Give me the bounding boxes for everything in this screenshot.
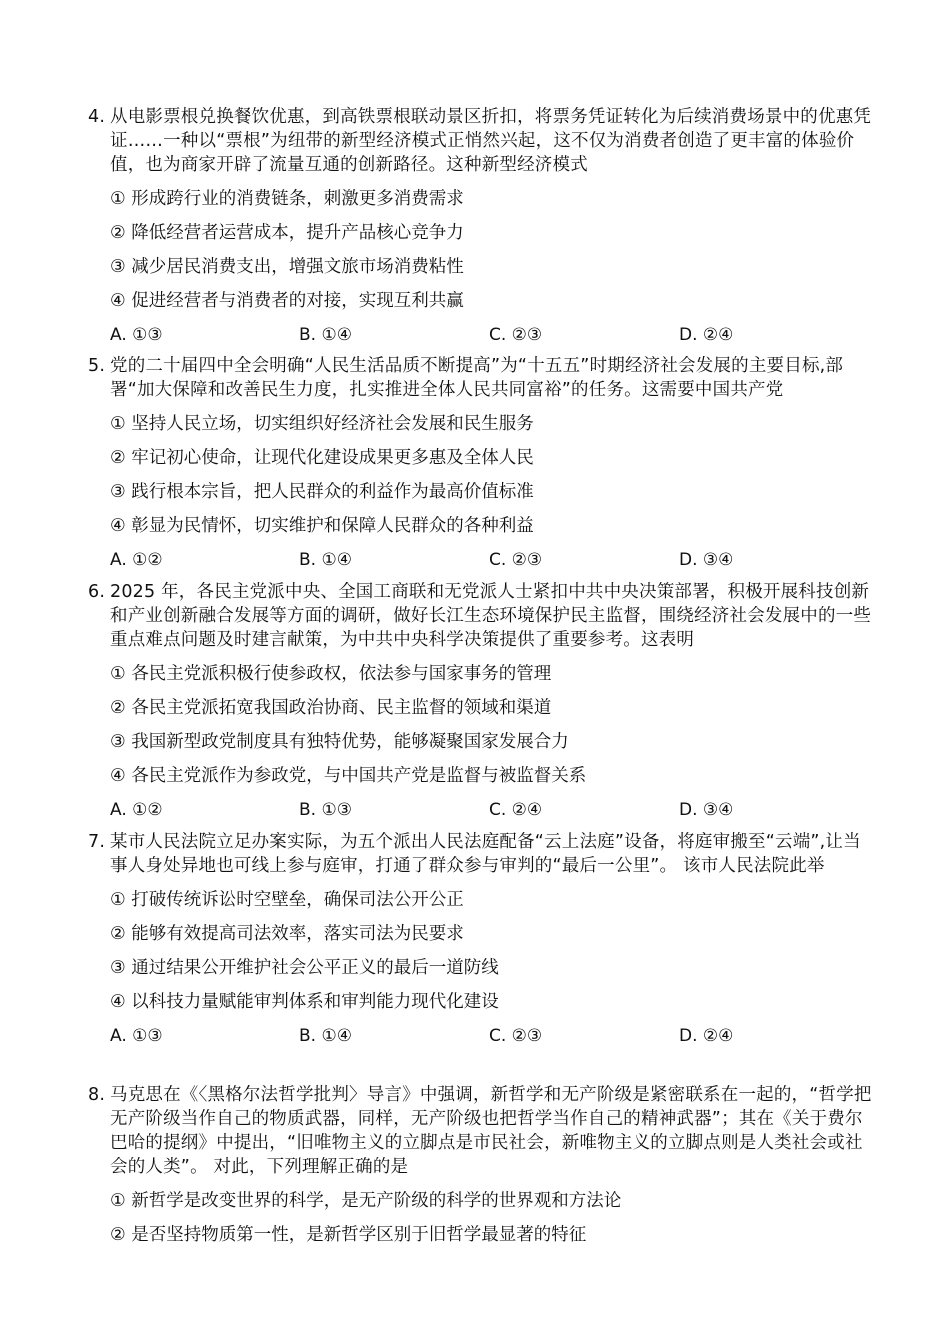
choice-d[interactable]: D. ③④: [679, 800, 734, 820]
choice-c[interactable]: C. ②③: [489, 325, 543, 345]
answer-choices: [110, 548, 878, 572]
choice-b[interactable]: B. ①③: [299, 800, 352, 820]
question-text: 2025 年，各民主党派中央、全国工商联和无党派人士紧扣中共中央决策部署，积极开展科技创新和产业创新融合发展等方面的调研，做好长江生态环境保护民主监督，围绕经济社会发展中的一些重点难点问题及时建言献策，为中共中央科学决策提供了重要参考。这表明: [110, 582, 872, 650]
question-stem: [88, 105, 878, 177]
question-number: 8.: [88, 1085, 106, 1105]
option-2: ② 能够有效提高司法效率，落实司法为民要求: [110, 924, 464, 944]
question-8: [88, 1083, 878, 1247]
question-text: 马克思在《〈黑格尔法哲学批判〉导言》中强调，新哲学和无产阶级是紧密联系在一起的，“哲学把无产阶级当作自己的物质武器，同样，无产阶级也把哲学当作自己的精神武器”；其在《关于费尔巴哈的提纲》中提出，“旧唯物主义的立脚点是市民社会，新唯物主义的立脚点则是人类社会或社会的人类”。 对此，下列理解正确的是: [110, 1085, 872, 1177]
choice-b[interactable]: B. ①④: [299, 325, 352, 345]
choice-c[interactable]: C. ②④: [489, 800, 543, 820]
choice-b[interactable]: B. ①④: [299, 550, 352, 570]
question-stem: [88, 1083, 878, 1179]
option-4: ④ 各民主党派作为参政党，与中国共产党是监督与被监督关系: [110, 766, 587, 786]
question-number: 4.: [88, 107, 106, 127]
question-number: 5.: [88, 356, 106, 376]
option-1: ① 形成跨行业的消费链条，刺激更多消费需求: [110, 189, 464, 209]
choice-d[interactable]: D. ②④: [679, 325, 734, 345]
option-1: ① 各民主党派积极行使参政权，依法参与国家事务的管理: [110, 664, 552, 684]
choice-c[interactable]: C. ②③: [489, 1026, 543, 1046]
option-2: ② 各民主党派拓宽我国政治协商、民主监督的领域和渠道: [110, 698, 552, 718]
option-1: ① 打破传统诉讼时空壁垒，确保司法公开公正: [110, 890, 464, 910]
choice-a[interactable]: A. ①③: [110, 1026, 163, 1046]
question-5: [88, 354, 878, 572]
question-stem: [88, 580, 878, 652]
choice-a[interactable]: A. ①③: [110, 325, 163, 345]
question-number: 7.: [88, 832, 106, 852]
option-3: ③ 通过结果公开维护社会公平正义的最后一道防线: [110, 958, 499, 978]
option-3: ③ 减少居民消费支出，增强文旅市场消费粘性: [110, 257, 464, 277]
choice-a[interactable]: A. ①②: [110, 800, 163, 820]
choice-d[interactable]: D. ③④: [679, 550, 734, 570]
option-2: ② 牢记初心使命，让现代化建设成果更多惠及全体人民: [110, 448, 534, 468]
question-6: [88, 580, 878, 822]
option-1: ① 坚持人民立场，切实组织好经济社会发展和民生服务: [110, 414, 534, 434]
question-text: 某市人民法院立足办案实际，为五个派出人民法庭配备“云上法庭”设备，将庭审搬至“云端”,让当事人身处异地也可线上参与庭审，打通了群众参与审判的“最后一公里”。 该市人民法院此举: [110, 832, 861, 876]
question-number: 6.: [88, 582, 106, 602]
answer-choices: [110, 323, 878, 347]
option-2: ② 是否坚持物质第一性，是新哲学区别于旧哲学最显著的特征: [110, 1225, 587, 1245]
option-4: ④ 以科技力量赋能审判体系和审判能力现代化建设: [110, 992, 499, 1012]
answer-choices: [110, 1024, 878, 1048]
choice-c[interactable]: C. ②③: [489, 550, 543, 570]
question-7: [88, 830, 878, 1048]
question-stem: [88, 830, 878, 878]
question-stem: [88, 354, 878, 402]
question-4: [88, 105, 878, 347]
option-3: ③ 践行根本宗旨，把人民群众的利益作为最高价值标准: [110, 482, 534, 502]
choice-d[interactable]: D. ②④: [679, 1026, 734, 1046]
option-1: ① 新哲学是改变世界的科学，是无产阶级的科学的世界观和方法论: [110, 1191, 622, 1211]
choice-b[interactable]: B. ①④: [299, 1026, 352, 1046]
answer-choices: [110, 798, 878, 822]
option-4: ④ 彰显为民情怀，切实维护和保障人民群众的各种利益: [110, 516, 534, 536]
question-text: 从电影票根兑换餐饮优惠，到高铁票根联动景区折扣，将票务凭证转化为后续消费场景中的优惠凭证……一种以“票根”为纽带的新型经济模式正悄然兴起，这不仅为消费者创造了更丰富的体验价值，也为商家开辟了流量互通的创新路径。这种新型经济模式: [110, 107, 872, 175]
option-3: ③ 我国新型政党制度具有独特优势，能够凝聚国家发展合力: [110, 732, 569, 752]
choice-a[interactable]: A. ①②: [110, 550, 163, 570]
question-text: 党的二十届四中全会明确“人民生活品质不断提高”为“十五五”时期经济社会发展的主要目标,部署“加大保障和改善民生力度，扎实推进全体人民共同富裕”的任务。这需要中国共产党: [110, 356, 844, 400]
option-4: ④ 促进经营者与消费者的对接，实现互利共赢: [110, 291, 464, 311]
option-2: ② 降低经营者运营成本，提升产品核心竞争力: [110, 223, 464, 243]
